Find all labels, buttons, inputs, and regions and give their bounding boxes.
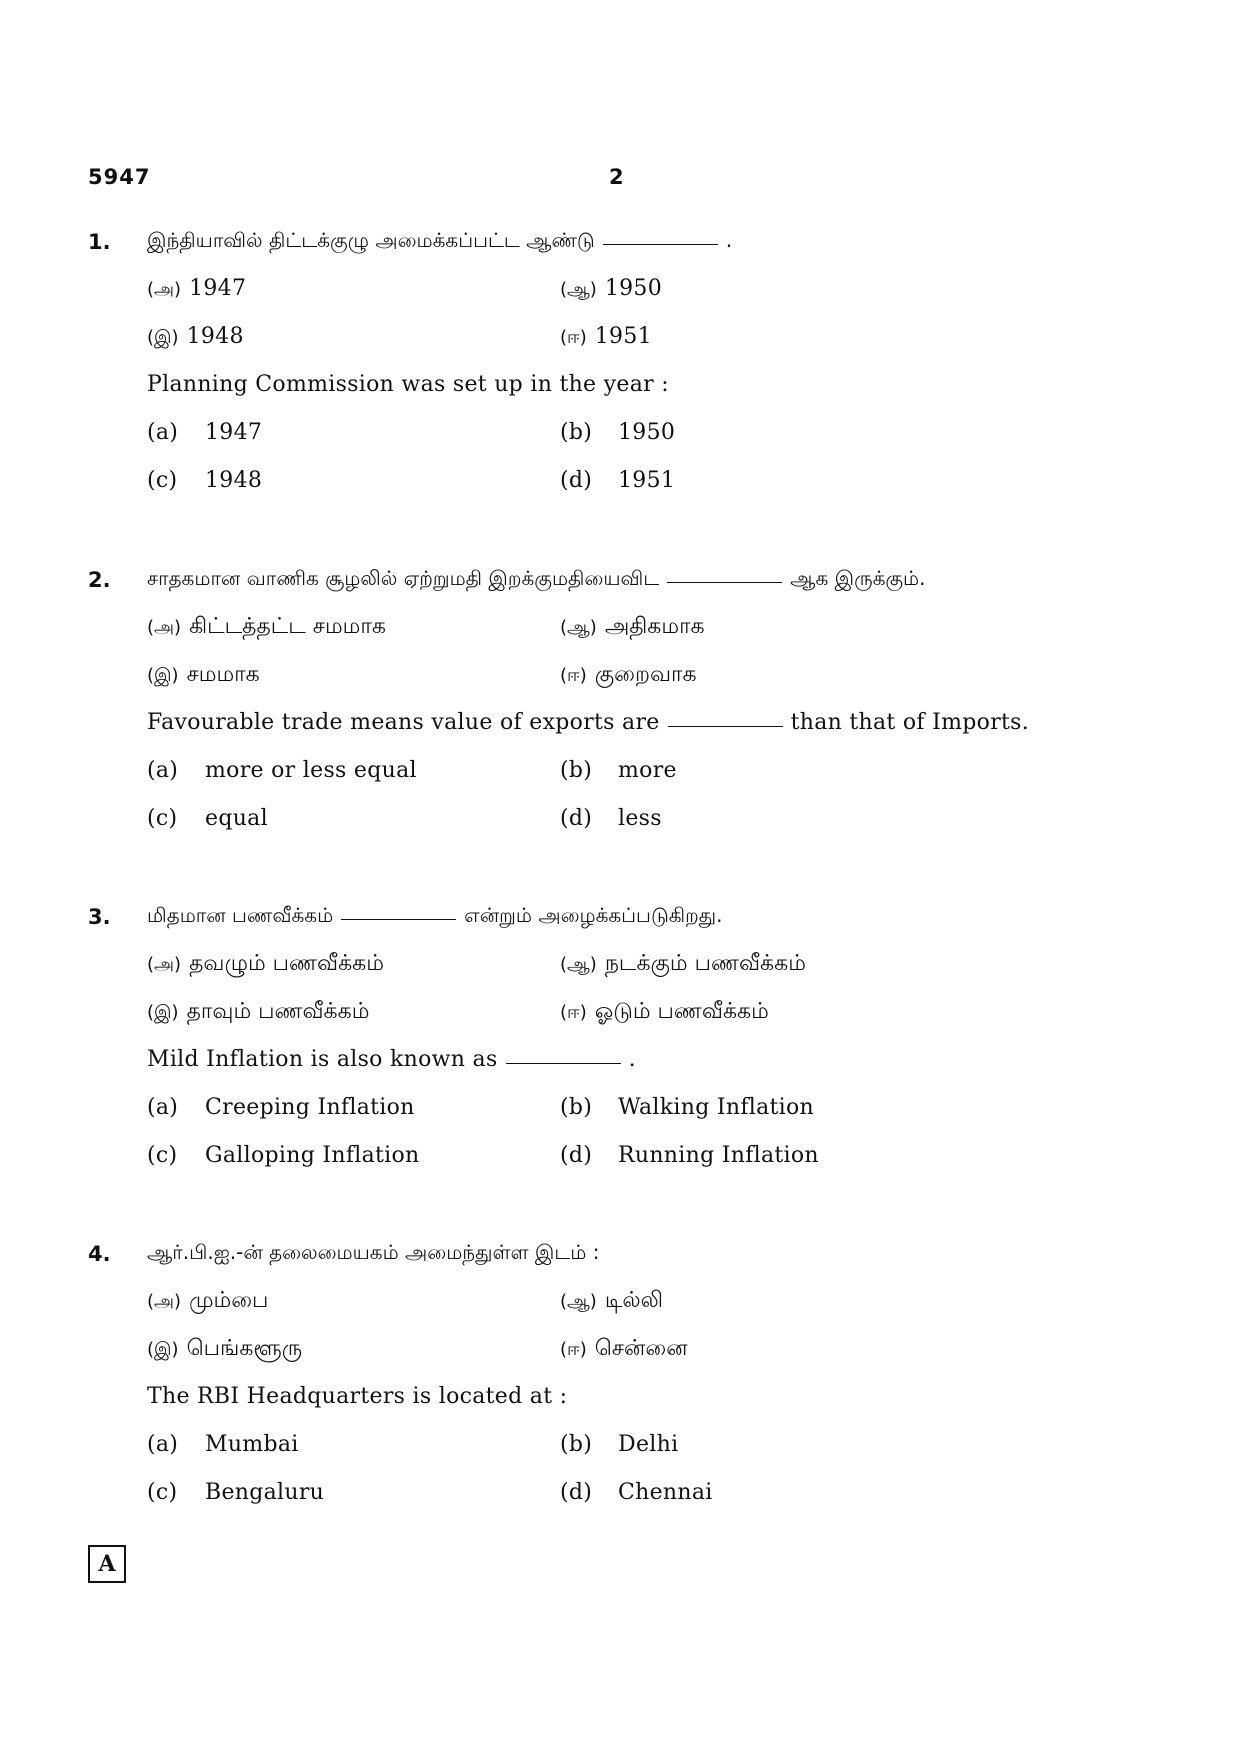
option-tamil-b: (ஆ) அதிகமாக	[560, 614, 705, 639]
option-tamil-a: (அ) 1947	[147, 276, 247, 301]
question-text-english: The RBI Headquarters is located at :	[147, 1384, 568, 1409]
answer-blank	[667, 581, 782, 583]
option-english-c: (c) Bengaluru	[147, 1480, 325, 1505]
option-tamil-b: (ஆ) நடக்கும் பணவீக்கம்	[560, 951, 806, 976]
option-tamil-d: (ஈ) சென்னை	[560, 1336, 688, 1361]
option-tamil-d: (ஈ) ஓடும் பணவீக்கம்	[560, 999, 769, 1024]
question-text-english: Favourable trade means value of exports are than that of Imports.	[147, 710, 1030, 735]
option-english-d: (d) 1951	[560, 468, 676, 493]
option-tamil-a: (அ) மும்பை	[147, 1288, 269, 1313]
option-english-c: (c) Galloping Inflation	[147, 1143, 420, 1168]
answer-blank	[506, 1062, 621, 1064]
option-english-b: (b) Delhi	[560, 1432, 679, 1457]
option-english-d: (d) less	[560, 806, 662, 831]
option-tamil-c: (இ) 1948	[147, 324, 244, 349]
option-english-b: (b) 1950	[560, 420, 676, 445]
page-number: 2	[609, 165, 624, 189]
question-text-english: Planning Commission was set up in the year :	[147, 372, 669, 397]
answer-blank	[603, 243, 718, 245]
answer-blank	[668, 725, 783, 727]
option-english-a: (a) Mumbai	[147, 1432, 299, 1457]
question-1	[88, 230, 1148, 530]
option-tamil-d: (ஈ) 1951	[560, 324, 652, 349]
option-english-a: (a) 1947	[147, 420, 263, 445]
option-english-b: (b) Walking Inflation	[560, 1095, 815, 1120]
option-tamil-b: (ஆ) 1950	[560, 276, 663, 301]
question-4	[88, 1242, 1148, 1542]
option-tamil-b: (ஆ) டில்லி	[560, 1288, 663, 1313]
series-letter: A	[98, 1551, 116, 1577]
page-header	[88, 165, 1148, 195]
series-letter-box	[88, 1545, 126, 1583]
question-number: 2.	[88, 568, 111, 592]
option-tamil-c: (இ) பெங்களூரு	[147, 1336, 303, 1361]
option-english-c: (c) equal	[147, 806, 268, 831]
option-english-c: (c) 1948	[147, 468, 263, 493]
question-number: 4.	[88, 1242, 111, 1266]
paper-code: 5947	[88, 165, 151, 189]
option-english-a: (a) Creeping Inflation	[147, 1095, 415, 1120]
answer-blank	[341, 918, 456, 920]
option-tamil-c: (இ) தாவும் பணவீக்கம்	[147, 999, 370, 1024]
question-text-tamil: சாதகமான வாணிக சூழலில் ஏற்றுமதி இறக்குமதியைவிட ஆக இருக்கும்.	[147, 566, 926, 590]
question-3	[88, 905, 1148, 1205]
option-tamil-c: (இ) சமமாக	[147, 662, 260, 687]
question-2	[88, 568, 1148, 868]
question-text-english: Mild Inflation is also known as .	[147, 1047, 636, 1072]
option-english-d: (d) Running Inflation	[560, 1143, 819, 1168]
question-text-tamil: ஆர்.பி.ஐ.-ன் தலைமையகம் அமைந்துள்ள இடம் :	[147, 1240, 600, 1264]
question-text-tamil: மிதமான பணவீக்கம் என்றும் அழைக்கப்படுகிறது.	[147, 903, 723, 927]
option-english-b: (b) more	[560, 758, 677, 783]
option-english-d: (d) Chennai	[560, 1480, 713, 1505]
option-english-a: (a) more or less equal	[147, 758, 417, 783]
question-number: 1.	[88, 230, 111, 254]
question-text-tamil: இந்தியாவில் திட்டக்குழு அமைக்கப்பட்ட ஆண்டு .	[147, 228, 733, 252]
option-tamil-d: (ஈ) குறைவாக	[560, 662, 697, 687]
question-number: 3.	[88, 905, 111, 929]
option-tamil-a: (அ) தவழும் பணவீக்கம்	[147, 951, 384, 976]
option-tamil-a: (அ) கிட்டத்தட்ட சமமாக	[147, 614, 386, 639]
